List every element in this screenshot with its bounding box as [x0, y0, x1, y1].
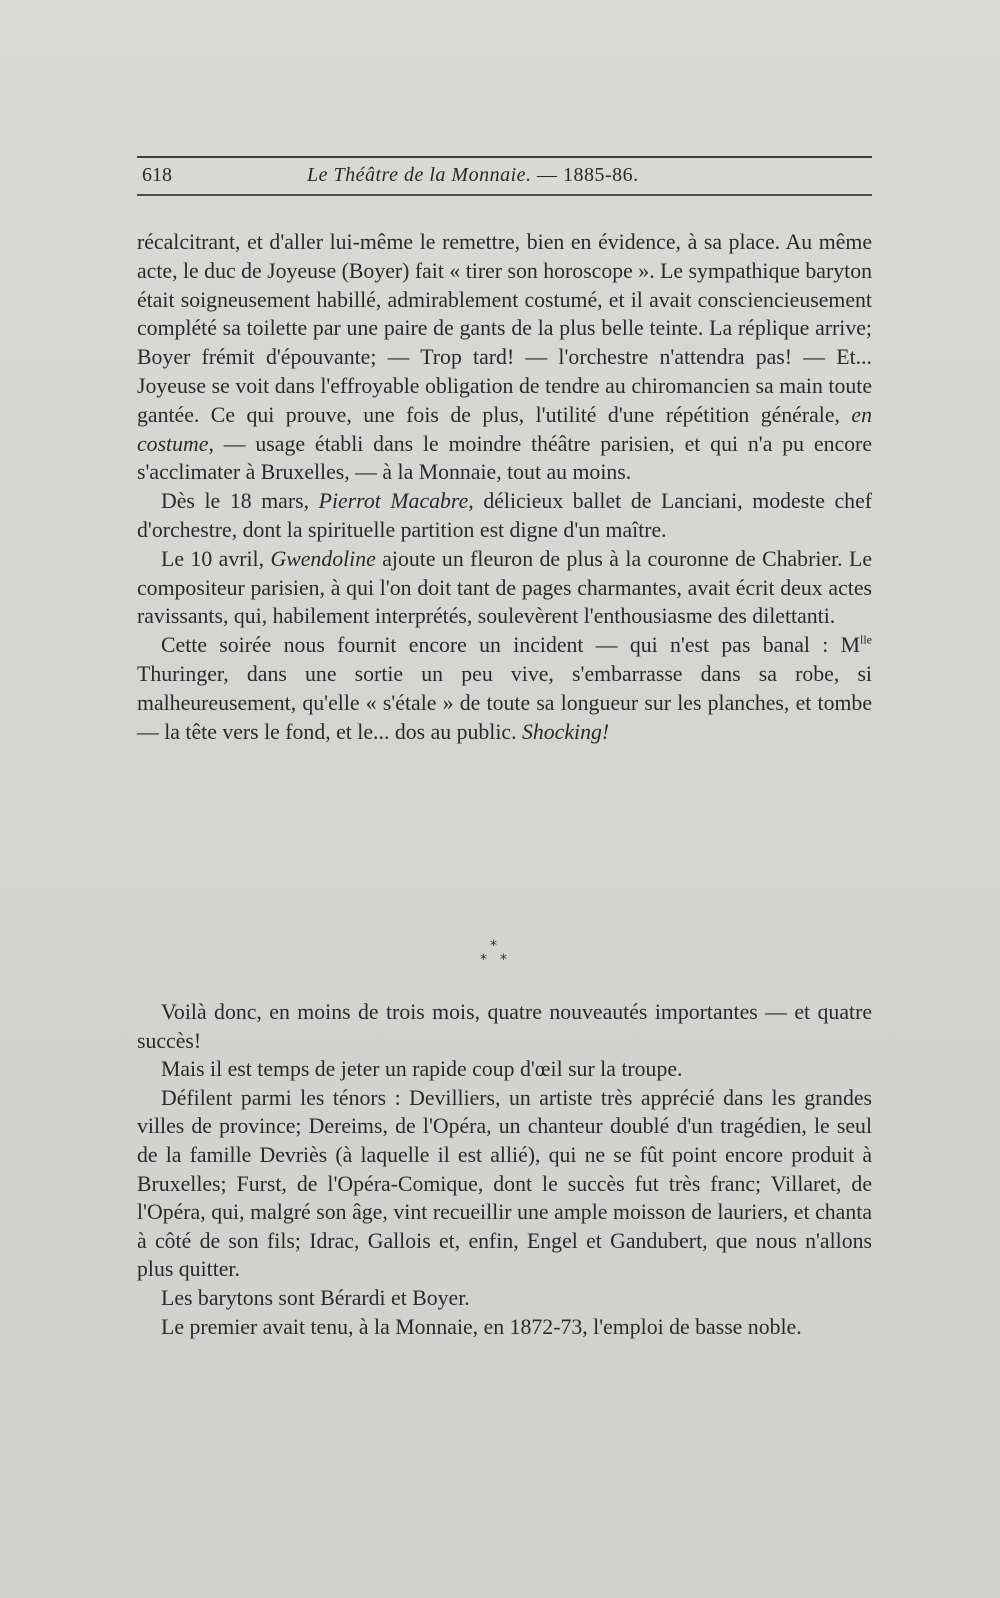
- paragraph: [137, 1284, 872, 1313]
- text-run: Le 10 avril,: [161, 546, 271, 571]
- paragraph: [137, 545, 872, 631]
- text-run: Le premier avait tenu, à la Monnaie, en 1872-73, l'emploi de basse noble.: [161, 1314, 802, 1339]
- text-run: Dès le 18 mars,: [161, 489, 319, 514]
- text-run: Les barytons sont Bérardi et Boyer.: [161, 1285, 470, 1310]
- running-title-main: Le Théâtre de la Monnaie.: [307, 164, 532, 186]
- running-head: [137, 150, 872, 200]
- body-text-bottom: [137, 998, 872, 1341]
- paragraph: [137, 228, 872, 487]
- text-run: ajoute un fleuron de plus à la couronne de Chabrier. Le compositeur parisien, à qui l'on doit tant de pages charmantes, avait écrit deux actes ravissants, qui, habilement interprétés, soulevèrent l'enthousiasme des dilettanti.: [137, 546, 872, 629]
- running-title: [307, 164, 639, 187]
- asterism-star-right: *: [500, 952, 507, 968]
- italic-text: Shocking!: [521, 719, 610, 744]
- text-run: , — usage établi dans le moindre théâtre parisien, et qui n'a pu encore s'acclimater à Bruxelles, — à la Monnaie, tout au moins.: [137, 431, 872, 485]
- header-rule-top: [137, 156, 872, 158]
- superscript: lle: [860, 632, 872, 647]
- text-run: récalcitrant, et d'aller lui-même le remettre, bien en évidence, à sa place. Au même acte, le duc de Joyeuse (Boyer) fait « tirer son horoscope ». Le sympathique baryton était soigneusement habillé, admirablement costumé, et il avait consciencieusement complété sa toilette par une paire de gants de la plus belle teinte. La réplique arrive; Boyer frémit d'épouvante; — Trop tard! — l'orchestre n'attendra pas! — Et... Joyeuse se voit dans l'effroyable obligation de tendre au chiromancien sa main toute gantée. Ce qui prouve, une fois de plus, l'utilité d'une répétition générale,: [137, 230, 872, 427]
- paragraph: [137, 631, 872, 746]
- text-run: , délicieux ballet de Lanciani, modeste chef d'orchestre, dont la spirituelle partition est digne d'un maître.: [137, 489, 873, 542]
- paragraph: [137, 487, 872, 545]
- body-text-top: [137, 228, 872, 746]
- header-rule-bottom: [137, 194, 872, 196]
- text-run: Défilent parmi les ténors : Devilliers, un artiste très apprécié dans les grandes villes de province; Dereims, de l'Opéra, un chanteur doublé d'un tragédien, le seul de la famille Devriès (à laquelle il est allié), qui ne se fût point encore produit à Bruxelles; Furst, de l'Opéra-Comique, dont le succès fut très franc; Villaret, de l'Opéra, qui, malgré son âge, vint recueillir une ample moisson de lauriers, et chanta à côté de son fils; Idrac, Gallois et, enfin, Engel et Gandubert, que nous n'allons plus quitter.: [137, 1085, 872, 1282]
- paragraph: [137, 998, 872, 1055]
- italic-text: en costume: [137, 402, 872, 456]
- text-run: Mais il est temps de jeter un rapide coup d'œil sur la troupe.: [161, 1057, 683, 1082]
- section-asterism: [472, 938, 532, 978]
- page-number: 618: [142, 164, 172, 186]
- running-title-season: 1885-86.: [563, 164, 639, 186]
- text-run: Cette soirée nous fournit encore un incident — qui n'est pas banal : M: [161, 633, 860, 658]
- asterism-star-top: *: [490, 938, 497, 954]
- asterism-star-left: *: [480, 952, 487, 968]
- paragraph: [137, 1313, 872, 1342]
- text-run: Thuringer, dans une sortie un peu vive, s'embarrasse dans sa robe, si malheureusement, qu'elle « s'étale » de toute sa longueur sur les planches, et tombe — la tête vers le fond, et le... dos au public.: [137, 661, 872, 744]
- paragraph: [137, 1055, 872, 1084]
- running-title-sep: —: [531, 164, 564, 186]
- italic-text: Pierrot Macabre: [318, 489, 469, 514]
- text-run: Voilà donc, en moins de trois mois, quatre nouveautés importantes — et quatre succès!: [137, 1000, 872, 1053]
- italic-text: Gwendoline: [270, 546, 376, 571]
- paragraph: [137, 1084, 872, 1284]
